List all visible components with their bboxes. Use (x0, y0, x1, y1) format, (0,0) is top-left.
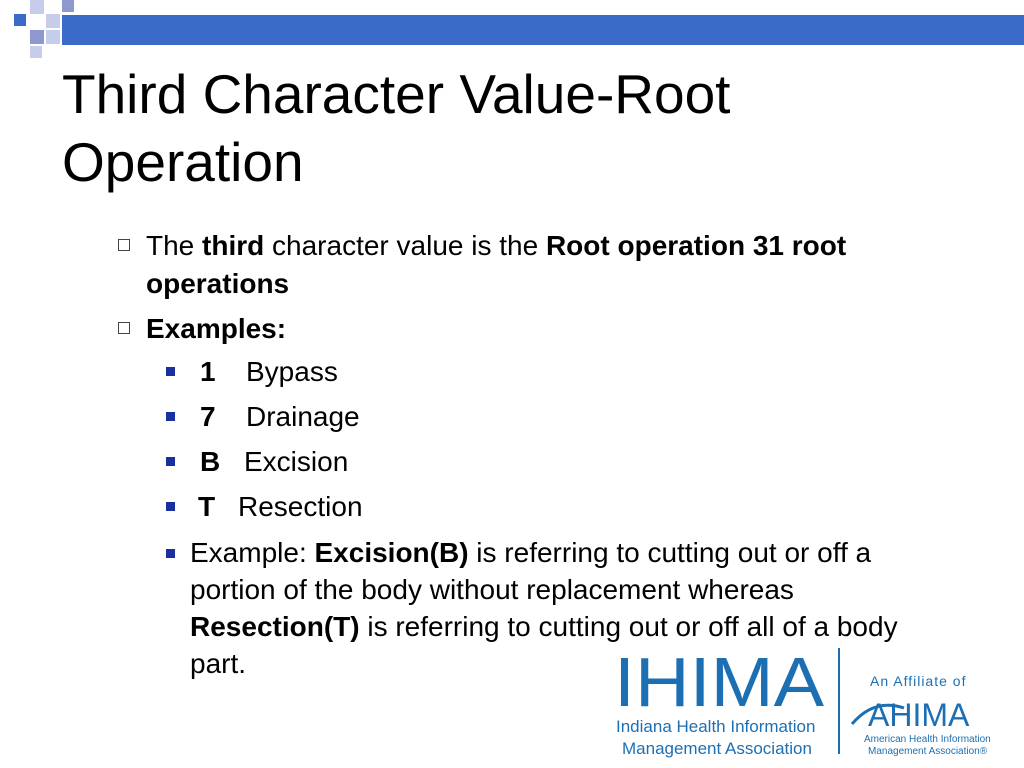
example-code: T (198, 491, 216, 522)
hollow-square-bullet-icon (118, 239, 130, 251)
hollow-square-bullet-icon (118, 322, 130, 334)
filled-square-bullet-icon (166, 412, 175, 421)
filled-square-bullet-icon (166, 457, 175, 466)
affiliate-text: An Affiliate of (870, 673, 967, 689)
ahima-line-1: American Health Information (864, 734, 991, 745)
example-code: 1 (200, 356, 216, 387)
filled-square-bullet-icon (166, 367, 175, 376)
example-name: Drainage (246, 401, 360, 432)
top-bar (62, 15, 1024, 45)
filled-square-bullet-icon (166, 549, 175, 558)
example-name: Bypass (246, 356, 338, 387)
slide-title (62, 60, 962, 196)
example-name: Resection (238, 491, 363, 522)
filled-square-bullet-icon (166, 502, 175, 511)
ihima-logo (612, 646, 1002, 761)
bullet-text: The third character value is the Root operation 31 root operations (146, 230, 847, 299)
ahima-wordmark: AHIMA (868, 697, 970, 733)
example-name: Excision (244, 446, 349, 477)
ahima-line-2: Management Association® (868, 746, 988, 757)
ihima-wordmark: IHIMA (614, 646, 825, 721)
ihima-line-2: Management Association (622, 739, 812, 758)
title-line-2: Operation (62, 131, 304, 193)
ihima-logo-graphic (612, 646, 1002, 761)
logo-divider (838, 648, 840, 754)
title-line-1: Third Character Value-Root (62, 63, 731, 125)
example-code: B (200, 446, 221, 477)
ihima-line-1: Indiana Health Information (616, 717, 816, 736)
bullet-text: Examples: (146, 313, 287, 344)
example-note-text: Example: Excision(B) is referring to cutting out or off a portion of the body without replacement whereas Resection(T) is referring to cutting out or off all of a body part. (190, 537, 898, 679)
example-code: 7 (200, 401, 216, 432)
